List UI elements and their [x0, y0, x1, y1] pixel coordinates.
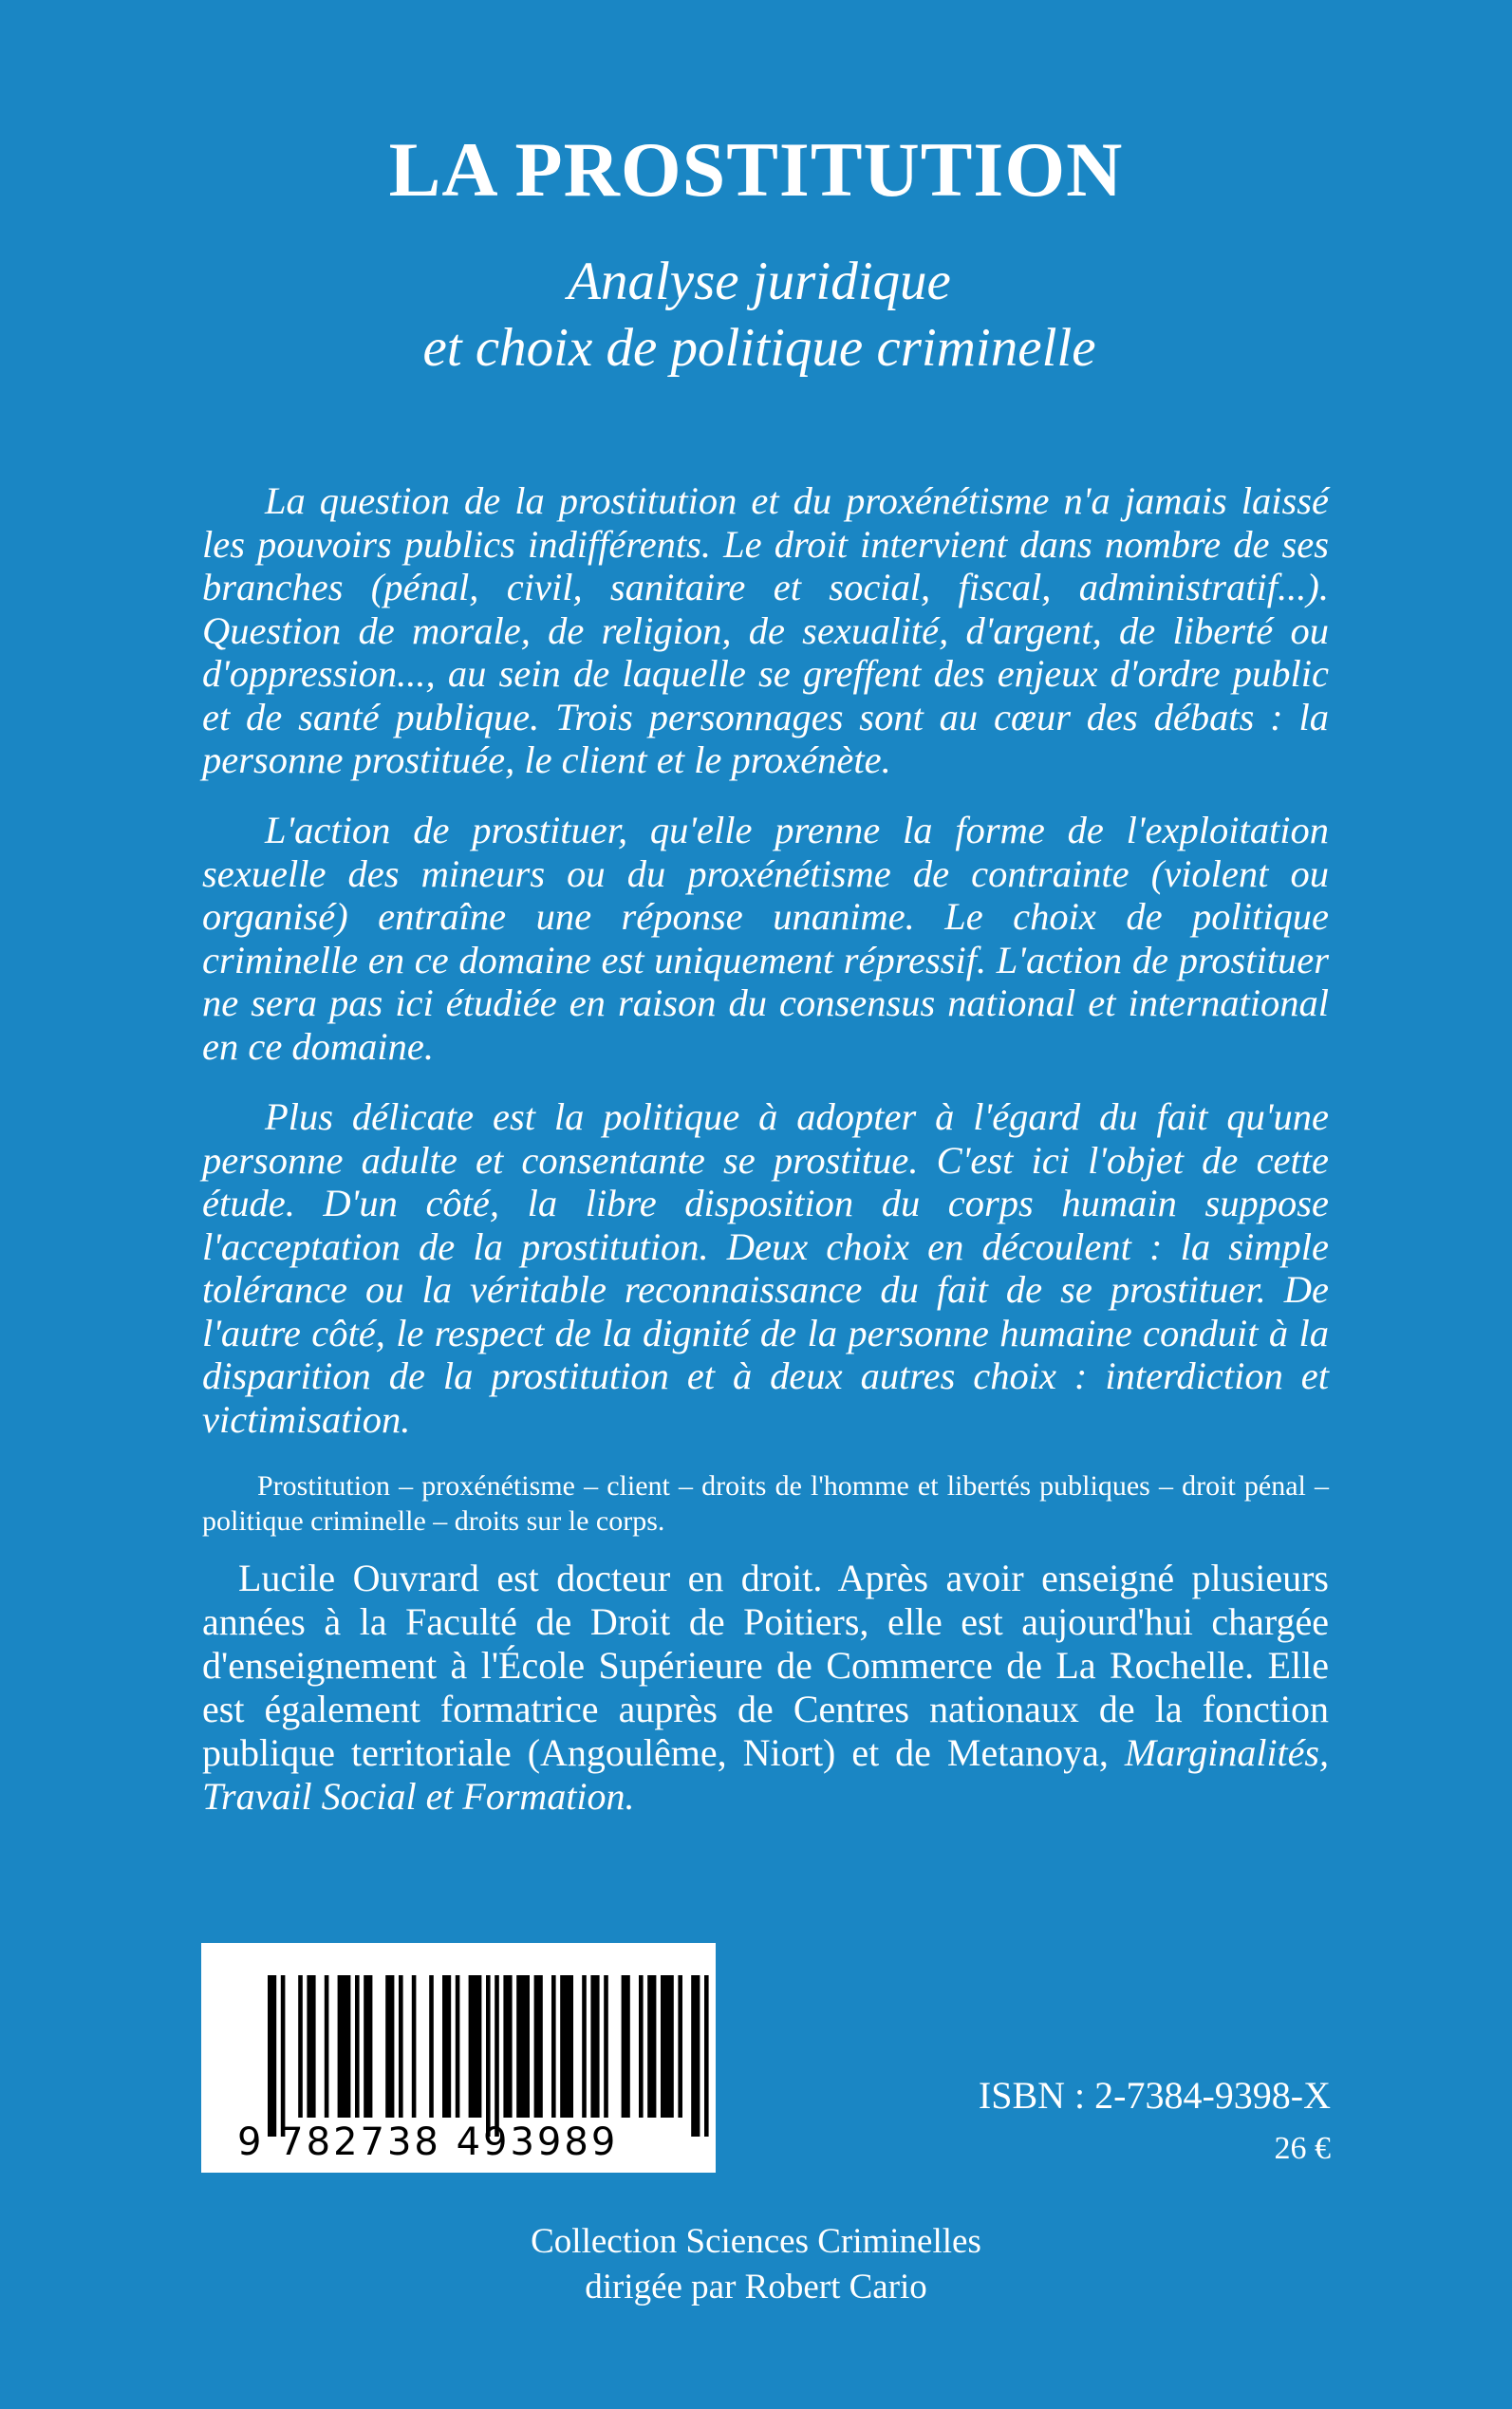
barcode-bar	[338, 1975, 351, 2118]
barcode-bar	[469, 1975, 482, 2118]
barcode-bar	[551, 1975, 556, 2118]
barcode-bar	[503, 1975, 512, 2118]
isbn: ISBN : 2-7384-9398-X	[978, 2074, 1331, 2117]
barcode-digits: 9 782738 493989	[237, 2120, 619, 2164]
summary-paragraph-2: L'action de prostituer, qu'elle prenne la forme de l'exploitation sexuelle des mineurs ou du proxénétisme de contrainte (violent ou organisé) entraîne une réponse unanime. Le choix de politique criminelle en ce domaine est uniquement répressif. L'action de prostituer ne sera pas ici étudiée en raison du consensus national et international en ce domaine.	[202, 809, 1329, 1068]
barcode-bar	[385, 1975, 394, 2118]
book-title: LA PROSTITUTION	[388, 126, 1124, 213]
barcode-bar	[590, 1975, 599, 2118]
collection-director: dirigée par Robert Cario	[585, 2268, 927, 2306]
subtitle-line-2: et choix de politique criminelle	[422, 318, 1096, 378]
barcode-bar	[268, 1975, 276, 2137]
barcode-bar	[582, 1975, 587, 2118]
price: 26 €	[1274, 2131, 1331, 2166]
barcode-bar	[560, 1975, 573, 2118]
barcode-bar	[307, 1975, 315, 2118]
barcode-bar	[516, 1975, 530, 2118]
barcode-bar	[281, 1975, 286, 2137]
author-bio-italic: Marginalités, Travail Social et Formation.	[202, 1731, 1329, 1818]
barcode-bar	[442, 1975, 451, 2118]
summary-paragraph-3: Plus délicate est la politique à adopter à l'égard du fait qu'une personne adulte et consentante se prostitue. C'est ici l'objet de cette étude. D'un côté, la libre disposition du corps humain suppose l'acceptation de la prostitution. Deux choix en découlent : la simple tolérance ou la véritable reconnaissance du fait de se prostituer. De l'autre côté, le respect de la dignité de la personne humaine conduit à la disparition de la prostitution et à deux autres choix : interdiction et victimisation.	[202, 1095, 1329, 1441]
barcode-bar	[622, 1975, 630, 2118]
barcode-bar	[364, 1975, 372, 2118]
barcode-bar	[661, 1975, 674, 2118]
author-bio-text: Lucile Ouvrard est docteur en droit. Après avoir enseigné plusieurs années à la Faculté de Droit de Poitiers, elle est aujourd'hui chargée d'enseignement à l'École Supérieure de Commerce de La Rochelle. Elle est également formatrice auprès de Centres nationaux de la fonction publique territoriale (Angoulême, Niort) et de Metanoya,	[202, 1557, 1329, 1774]
summary-paragraph-1: La question de la prostitution et du proxénétisme n'a jamais laissé les pouvoirs publics indifférents. Le droit intervient dans nombre de ses branches (pénal, civil, sanitaire et social, fiscal, administratif...). Question de morale, de religion, de sexualité, d'argent, de liberté ou d'oppression..., au sein de laquelle se greffent des enjeux d'ordre public et de santé publique. Trois personnages sont au cœur des débats : la personne prostituée, le client et le proxénète.	[202, 479, 1329, 781]
barcode-bar	[534, 1975, 543, 2118]
barcode-bar	[298, 1975, 303, 2118]
author-bio	[202, 1557, 1329, 1819]
barcode-bar	[678, 1975, 682, 2118]
barcode-bar	[456, 1975, 460, 2118]
barcode-bar	[604, 1975, 608, 2118]
barcode	[201, 1943, 716, 2173]
barcode-bar	[495, 1975, 499, 2137]
collection-info	[0, 2219, 1512, 2310]
barcode-bar	[355, 1975, 360, 2118]
barcode-bar	[704, 1975, 709, 2137]
barcode-bar	[486, 1975, 491, 2137]
subtitle-line-1: Analyse juridique	[568, 252, 951, 311]
barcode-bar	[647, 1975, 656, 2118]
barcode-bar	[325, 1975, 329, 2118]
barcode-bar	[429, 1975, 434, 2118]
keywords: Prostitution – proxénétisme – client – droits de l'homme et libertés publiques – droit pénal – politique criminelle – droits sur le corps.	[202, 1470, 1329, 1537]
barcode-bar	[399, 1975, 403, 2118]
collection-name: Collection Sciences Criminelles	[531, 2222, 981, 2261]
book-subtitle	[285, 249, 1234, 382]
barcode-bar	[412, 1975, 417, 2118]
barcode-bar	[639, 1975, 644, 2118]
barcode-bar	[691, 1975, 700, 2137]
